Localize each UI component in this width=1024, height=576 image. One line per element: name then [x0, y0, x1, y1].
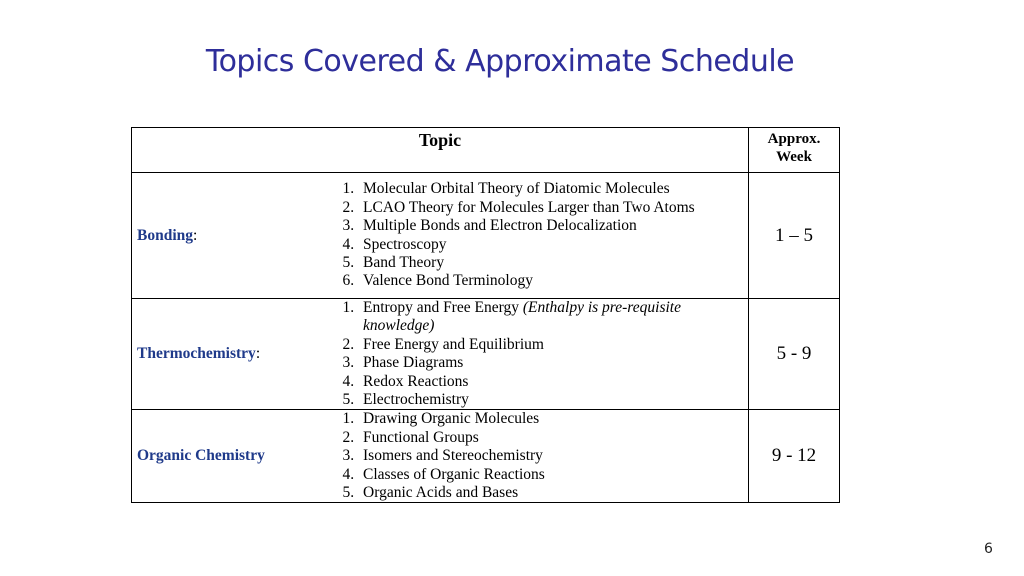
week-header-line1: Approx.: [767, 131, 821, 147]
topic-list: [322, 180, 742, 290]
list-item: 4. Classes of Organic Reactions: [358, 466, 742, 484]
page-number: 6: [984, 541, 993, 557]
list-item: 2. LCAO Theory for Molecules Larger than Two Atoms: [358, 199, 742, 217]
topic-list: [322, 299, 742, 409]
week-cell: 1 – 5: [749, 173, 840, 299]
category-name: Bonding: [137, 226, 194, 244]
topic-list-cell: [322, 299, 749, 410]
category-cell: [132, 299, 323, 410]
list-item: 6. Valence Bond Terminology: [358, 272, 742, 290]
list-item: 5. Band Theory: [358, 254, 742, 272]
category-suffix: :: [193, 226, 198, 244]
list-item: 5. Organic Acids and Bases: [358, 484, 742, 502]
header-row: [132, 128, 840, 173]
list-item: 1. Molecular Orbital Theory of Diatomic Molecules: [358, 180, 742, 198]
table-row: [132, 299, 840, 410]
schedule-table: [131, 127, 840, 503]
topic-list-cell: [322, 173, 749, 299]
list-item: 5. Electrochemistry: [358, 391, 742, 409]
list-item: 3. Isomers and Stereochemistry: [358, 447, 742, 465]
list-item: 4. Redox Reactions: [358, 373, 742, 391]
category-cell: [132, 410, 323, 503]
category-name: Thermochemistry: [137, 345, 256, 363]
list-item: 3. Phase Diagrams: [358, 354, 742, 372]
table-row: [132, 173, 840, 299]
list-item: [358, 299, 742, 336]
list-item: 4. Spectroscopy: [358, 236, 742, 254]
topic-list: [322, 410, 742, 502]
week-cell: 5 - 9: [749, 299, 840, 410]
topic-list-cell: [322, 410, 749, 503]
list-item: 1. Drawing Organic Molecules: [358, 410, 742, 428]
table-row: [132, 410, 840, 503]
week-cell: 9 - 12: [749, 410, 840, 503]
list-item-note: (Enthalpy is pre-requisite knowledge): [363, 299, 681, 335]
category-name: Organic Chemistry: [137, 447, 265, 465]
category-suffix: :: [255, 345, 261, 363]
category-cell: [132, 173, 323, 299]
list-item: 2. Functional Groups: [358, 429, 742, 447]
slide-title: Topics Covered & Approximate Schedule: [205, 44, 795, 79]
list-item: 2. Free Energy and Equilibrium: [358, 336, 742, 354]
week-header: [749, 128, 840, 173]
week-header-line2: Week: [776, 149, 812, 165]
list-item-text: Entropy and Free Energy: [363, 299, 519, 316]
topic-header: Topic: [132, 128, 749, 173]
list-item: 3. Multiple Bonds and Electron Delocalization: [358, 217, 742, 235]
